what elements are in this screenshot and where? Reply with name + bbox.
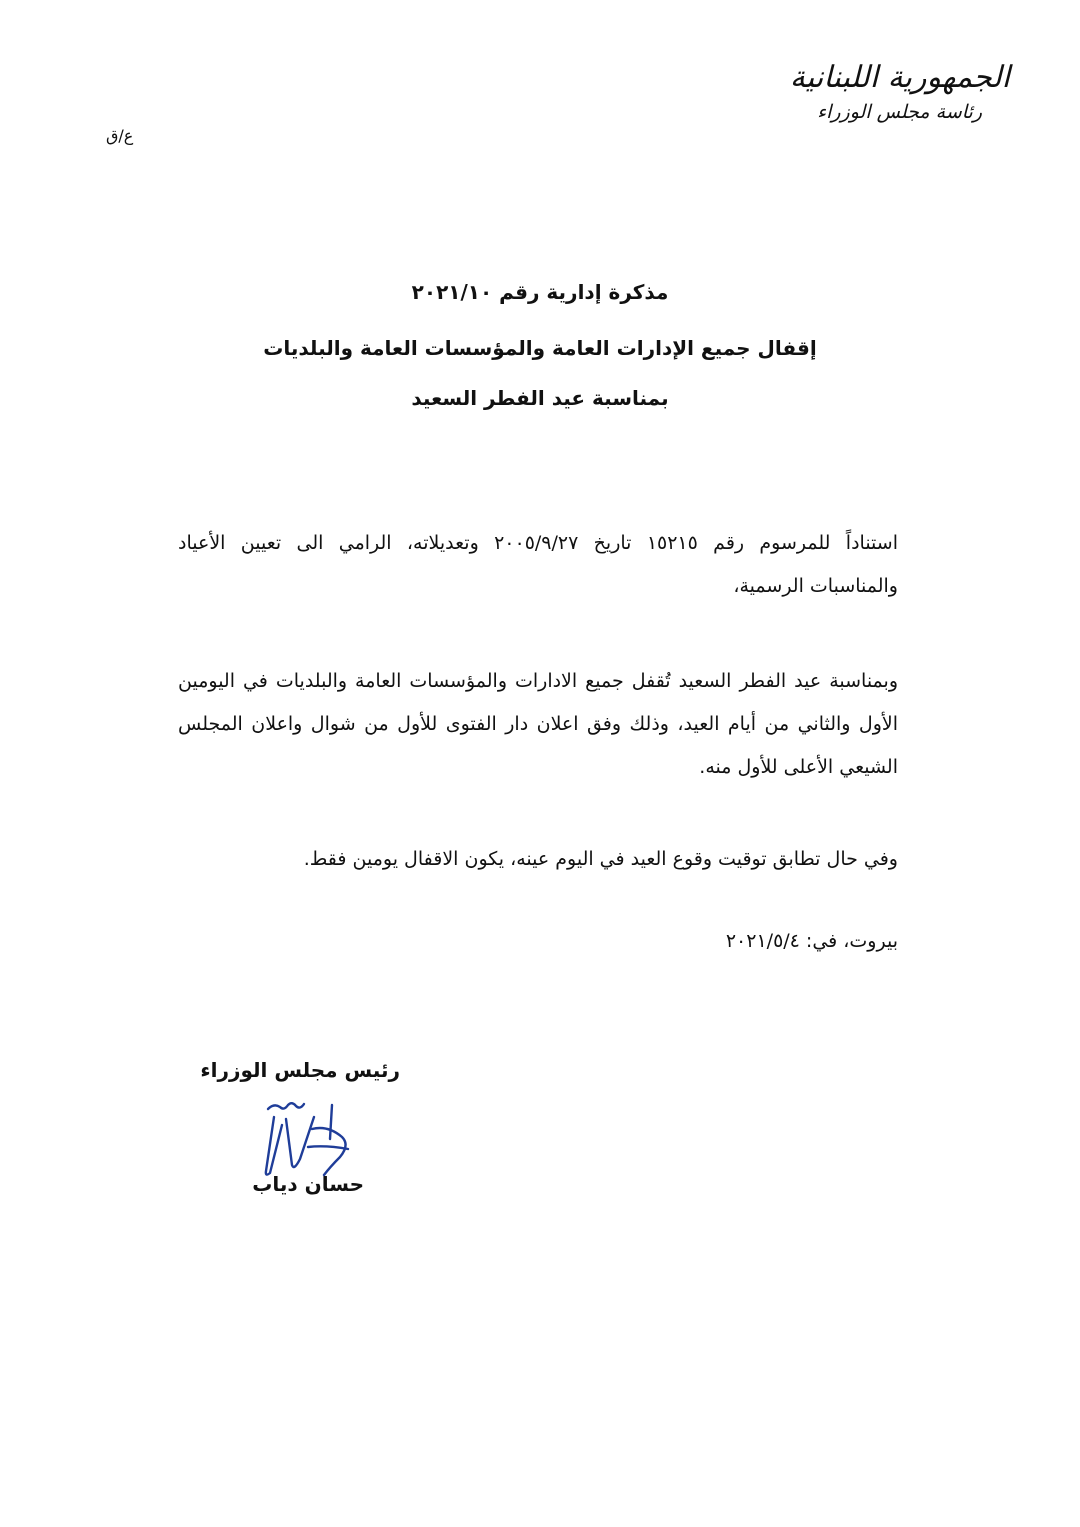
reference-code: ع/ق xyxy=(106,126,134,145)
place-date: بيروت، في: ٢٠٢١/٥/٤ xyxy=(725,930,898,952)
memo-subject-line2: بمناسبة عيد الفطر السعيد xyxy=(411,386,669,410)
body-paragraph-2: وبمناسبة عيد الفطر السعيد تُقفل جميع الادارات والمؤسسات العامة والبلديات في اليومين الأول والثاني من أيام العيد، وذلك وفق اعلان دار الفتوى للأول من شوال واعلان المجلس الشيعي الأعلى للأول منه. xyxy=(178,670,898,778)
signatory-name: حسان دياب xyxy=(252,1172,364,1196)
letterhead-republic: الجمهورية اللبنانية xyxy=(789,60,1010,95)
memo-subject-line1: إقفال جميع الإدارات العامة والمؤسسات العامة والبلديات xyxy=(263,336,817,360)
memo-number: مذكرة إدارية رقم ٢٠٢١/١٠ xyxy=(411,280,669,304)
body-paragraph-1: استناداً للمرسوم رقم ١٥٢١٥ تاريخ ٢٠٠٥/٩/٢٧ وتعديلاته، الرامي الى تعيين الأعياد والمناسبات الرسمية، xyxy=(178,532,898,597)
letterhead xyxy=(770,58,1010,126)
letterhead-office: رئاسة مجلس الوزراء xyxy=(817,101,982,123)
signatory-title: رئيس مجلس الوزراء xyxy=(200,1058,400,1082)
body-paragraph-3: وفي حال تطابق توقيت وقوع العيد في اليوم عينه، يكون الاقفال يومين فقط. xyxy=(303,848,898,870)
